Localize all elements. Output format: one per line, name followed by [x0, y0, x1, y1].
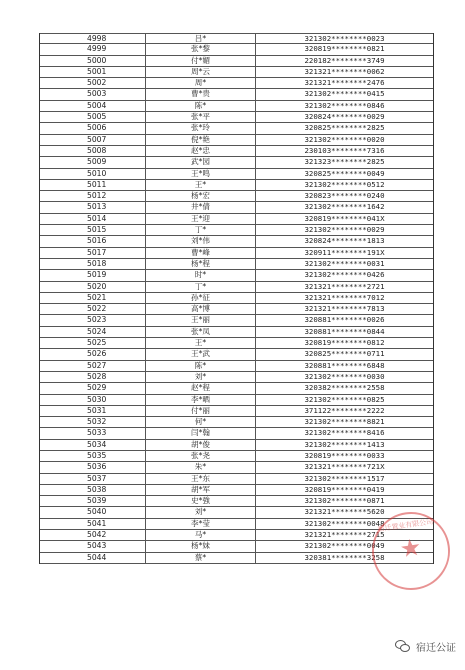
- table-row: [40, 112, 433, 123]
- row-name: 吕*: [146, 34, 256, 43]
- row-name: 倪*艳: [146, 135, 256, 145]
- row-name: 王*: [146, 338, 256, 348]
- row-number: 5041: [40, 519, 146, 529]
- row-id-number: 321302********1413: [304, 439, 385, 449]
- row-number: 5005: [40, 112, 146, 122]
- table-row: [40, 78, 433, 89]
- table-row: [40, 383, 433, 394]
- row-id-number: 320881********0844: [304, 326, 385, 336]
- row-name: 何*: [146, 417, 256, 427]
- row-name: 刘*伟: [146, 236, 256, 246]
- row-number: 5038: [40, 485, 146, 495]
- row-name: 时*: [146, 270, 256, 280]
- row-name: 史*強: [146, 496, 256, 506]
- row-id-number: 321302********0031: [304, 258, 385, 268]
- table-row: [40, 474, 433, 485]
- record-table: [39, 33, 434, 564]
- row-name: 陈*: [146, 101, 256, 111]
- row-id-number: 321321********5620: [304, 507, 385, 517]
- row-id-number: 320823********0240: [304, 191, 385, 201]
- row-number: 5001: [40, 67, 146, 77]
- table-row: [40, 395, 433, 406]
- row-number: 5013: [40, 202, 146, 212]
- table-row: [40, 191, 433, 202]
- table-row: [40, 485, 433, 496]
- table-row: [40, 225, 433, 236]
- row-name: 王*迎: [146, 214, 256, 224]
- row-name: 王*武: [146, 349, 256, 359]
- row-number: 5023: [40, 315, 146, 325]
- table-row: [40, 338, 433, 349]
- row-id-number: 321321********2715: [304, 530, 385, 540]
- row-name: 周*: [146, 78, 256, 88]
- row-id-number: 230103********7316: [304, 145, 385, 155]
- footer-account: 宿迁公证: [416, 643, 456, 654]
- row-id-number: 321302********0029: [304, 225, 385, 235]
- row-number: 5004: [40, 101, 146, 111]
- table-row: [40, 519, 433, 530]
- table-row: [40, 349, 433, 360]
- row-id-number: 321302********0020: [304, 134, 385, 144]
- table-row: [40, 135, 433, 146]
- row-id-number: 320881********6848: [304, 360, 385, 370]
- row-id-number: 321302********0871: [304, 496, 385, 506]
- row-number: 5032: [40, 417, 146, 427]
- row-number: 5039: [40, 496, 146, 506]
- row-number: 5014: [40, 214, 146, 224]
- row-number: 5027: [40, 361, 146, 371]
- table-row: [40, 327, 433, 338]
- row-name: 曹*贵: [146, 89, 256, 99]
- row-name: 刘*: [146, 507, 256, 517]
- table-row: [40, 293, 433, 304]
- row-number: 5024: [40, 327, 146, 337]
- row-id-number: 321302********0048: [304, 518, 385, 528]
- row-name: 王*: [146, 180, 256, 190]
- row-number: 5044: [40, 553, 146, 563]
- table-row: [40, 428, 433, 439]
- row-id-number: 321302********0023: [304, 34, 385, 43]
- row-id-number: 321321********721X: [304, 462, 385, 472]
- table-row: [40, 361, 433, 372]
- row-id-number: 320881********0026: [304, 315, 385, 325]
- row-id-number: 320911********191X: [304, 247, 385, 257]
- row-number: 5015: [40, 225, 146, 235]
- row-id-number: 321302********0846: [304, 100, 385, 110]
- row-number: 5019: [40, 270, 146, 280]
- row-id-number: 320819********041X: [304, 213, 385, 223]
- row-number: 5020: [40, 282, 146, 292]
- row-number: 5029: [40, 383, 146, 393]
- table-row: [40, 417, 433, 428]
- row-number: 5037: [40, 474, 146, 484]
- row-number: 5002: [40, 78, 146, 88]
- row-id-number: 321321********0062: [304, 66, 385, 76]
- row-id-number: 321302********0825: [304, 394, 385, 404]
- row-name: 杨*妹: [146, 541, 256, 551]
- table-row: [40, 270, 433, 281]
- row-name: 赵*程: [146, 383, 256, 393]
- row-id-number: 371122********2222: [304, 405, 385, 415]
- row-id-number: 220182********3749: [304, 55, 385, 65]
- row-name: 胡*军: [146, 485, 256, 495]
- row-id-number: 321321********7813: [304, 304, 385, 314]
- table-row: [40, 67, 433, 78]
- row-number: 5011: [40, 180, 146, 190]
- row-name: 张*平: [146, 112, 256, 122]
- table-row: [40, 202, 433, 213]
- row-id-number: 321321********2476: [304, 78, 385, 88]
- row-name: 周*云: [146, 67, 256, 77]
- row-id-number: 320819********0812: [304, 338, 385, 348]
- row-id-number: 321302********1517: [304, 473, 385, 483]
- row-number: 5000: [40, 56, 146, 66]
- row-name: 陈*: [146, 361, 256, 371]
- row-number: 5017: [40, 248, 146, 258]
- row-id-number: 321302********0030: [304, 371, 385, 381]
- row-name: 闫*翰: [146, 428, 256, 438]
- row-number: 5010: [40, 169, 146, 179]
- row-id-number: 321302********0426: [304, 270, 385, 280]
- row-name: 张*尧: [146, 451, 256, 461]
- row-id-number: 321302********1642: [304, 202, 385, 212]
- table-row: [40, 214, 433, 225]
- table-row: [40, 315, 433, 326]
- table-row: [40, 101, 433, 112]
- row-number: 5022: [40, 304, 146, 314]
- row-name: 王*东: [146, 474, 256, 484]
- row-number: 5008: [40, 146, 146, 156]
- row-name: 曹*峰: [146, 248, 256, 258]
- row-name: 高*博: [146, 304, 256, 314]
- table-row: [40, 304, 433, 315]
- row-number: 5035: [40, 451, 146, 461]
- row-name: 张*凤: [146, 327, 256, 337]
- row-id-number: 321321********2721: [304, 281, 385, 291]
- row-id-number: 320824********1813: [304, 236, 385, 246]
- row-id-number: 320825********0711: [304, 349, 385, 359]
- row-name: 杨*宏: [146, 191, 256, 201]
- table-row: [40, 507, 433, 518]
- row-name: 张*玲: [146, 123, 256, 133]
- table-row: [40, 236, 433, 247]
- table-row: [40, 89, 433, 100]
- row-number: 5012: [40, 191, 146, 201]
- table-row: [40, 56, 433, 67]
- row-number: 5036: [40, 462, 146, 472]
- row-name: 付*丽: [146, 406, 256, 416]
- row-number: 5028: [40, 372, 146, 382]
- row-name: 蔡*: [146, 553, 256, 563]
- table-row: [40, 496, 433, 507]
- row-name: 杨*程: [146, 259, 256, 269]
- row-name: 朱*: [146, 462, 256, 472]
- row-id-number: 321302********8821: [304, 417, 385, 427]
- table-row: [40, 282, 433, 293]
- row-name: 武*园: [146, 157, 256, 167]
- table-row: [40, 451, 433, 462]
- row-id-number: 320819********0419: [304, 484, 385, 494]
- row-number: 5042: [40, 530, 146, 540]
- row-name: 李*晒: [146, 395, 256, 405]
- row-id-number: 320819********0033: [304, 450, 385, 460]
- table-row: [40, 169, 433, 180]
- table-row: [40, 372, 433, 383]
- row-number: 5009: [40, 157, 146, 167]
- row-number: 5003: [40, 89, 146, 99]
- row-name: 刘*: [146, 372, 256, 382]
- row-id-number: 320382********2558: [304, 383, 385, 393]
- row-name: 李*莹: [146, 519, 256, 529]
- row-id-number: 321302********0415: [304, 89, 385, 99]
- row-number: 5026: [40, 349, 146, 359]
- row-number: 5006: [40, 123, 146, 133]
- table-row: [40, 146, 433, 157]
- table-row: [40, 440, 433, 451]
- row-name: 马*: [146, 530, 256, 540]
- row-number: 5034: [40, 440, 146, 450]
- row-number: 5031: [40, 406, 146, 416]
- row-id-number: 321321********7012: [304, 292, 385, 302]
- row-number: 5018: [40, 259, 146, 269]
- table-row: [40, 406, 433, 417]
- row-name: 王*鸣: [146, 169, 256, 179]
- row-number: 5016: [40, 236, 146, 246]
- wechat-icon: [395, 640, 410, 653]
- row-number: 5025: [40, 338, 146, 348]
- row-name: 丁*: [146, 225, 256, 235]
- row-name: 王*丽: [146, 315, 256, 325]
- row-number: 4998: [40, 34, 146, 43]
- row-number: 5040: [40, 507, 146, 517]
- row-number: 5021: [40, 293, 146, 303]
- row-id-number: 320381********3258: [304, 552, 385, 562]
- row-name: 赵*忠: [146, 146, 256, 156]
- table-row: [40, 259, 433, 270]
- row-number: 5030: [40, 395, 146, 405]
- table-row: [40, 248, 433, 259]
- row-name: 胡*俊: [146, 440, 256, 450]
- row-id-number: 320824********0029: [304, 112, 385, 122]
- row-id-number: 321302********0512: [304, 179, 385, 189]
- row-number: 5033: [40, 428, 146, 438]
- row-id-number: 321323********2825: [304, 157, 385, 167]
- row-name: 孙*征: [146, 293, 256, 303]
- row-name: 张*黎: [146, 44, 256, 54]
- row-number: 5007: [40, 135, 146, 145]
- row-id-number: 321302********8416: [304, 428, 385, 438]
- table-row: [40, 33, 433, 44]
- row-number: 5043: [40, 541, 146, 551]
- row-id-number: 320825********2825: [304, 123, 385, 133]
- seal-text: 宿迁置业有限公司: [377, 517, 434, 534]
- row-id-number: 320819********0821: [304, 44, 385, 54]
- seal-star-icon: ★: [397, 532, 424, 564]
- row-id-number: 320825********0049: [304, 168, 385, 178]
- wechat-footer: [395, 639, 456, 654]
- table-row: [40, 157, 433, 168]
- table-row: [40, 44, 433, 55]
- table-row: [40, 123, 433, 134]
- row-name: 井*倩: [146, 202, 256, 212]
- table-row: [40, 180, 433, 191]
- row-number: 4999: [40, 44, 146, 54]
- row-id-number: 321302********0049: [304, 541, 385, 551]
- row-name: 丁*: [146, 282, 256, 292]
- table-row: [40, 462, 433, 473]
- row-name: 付*媚: [146, 56, 256, 66]
